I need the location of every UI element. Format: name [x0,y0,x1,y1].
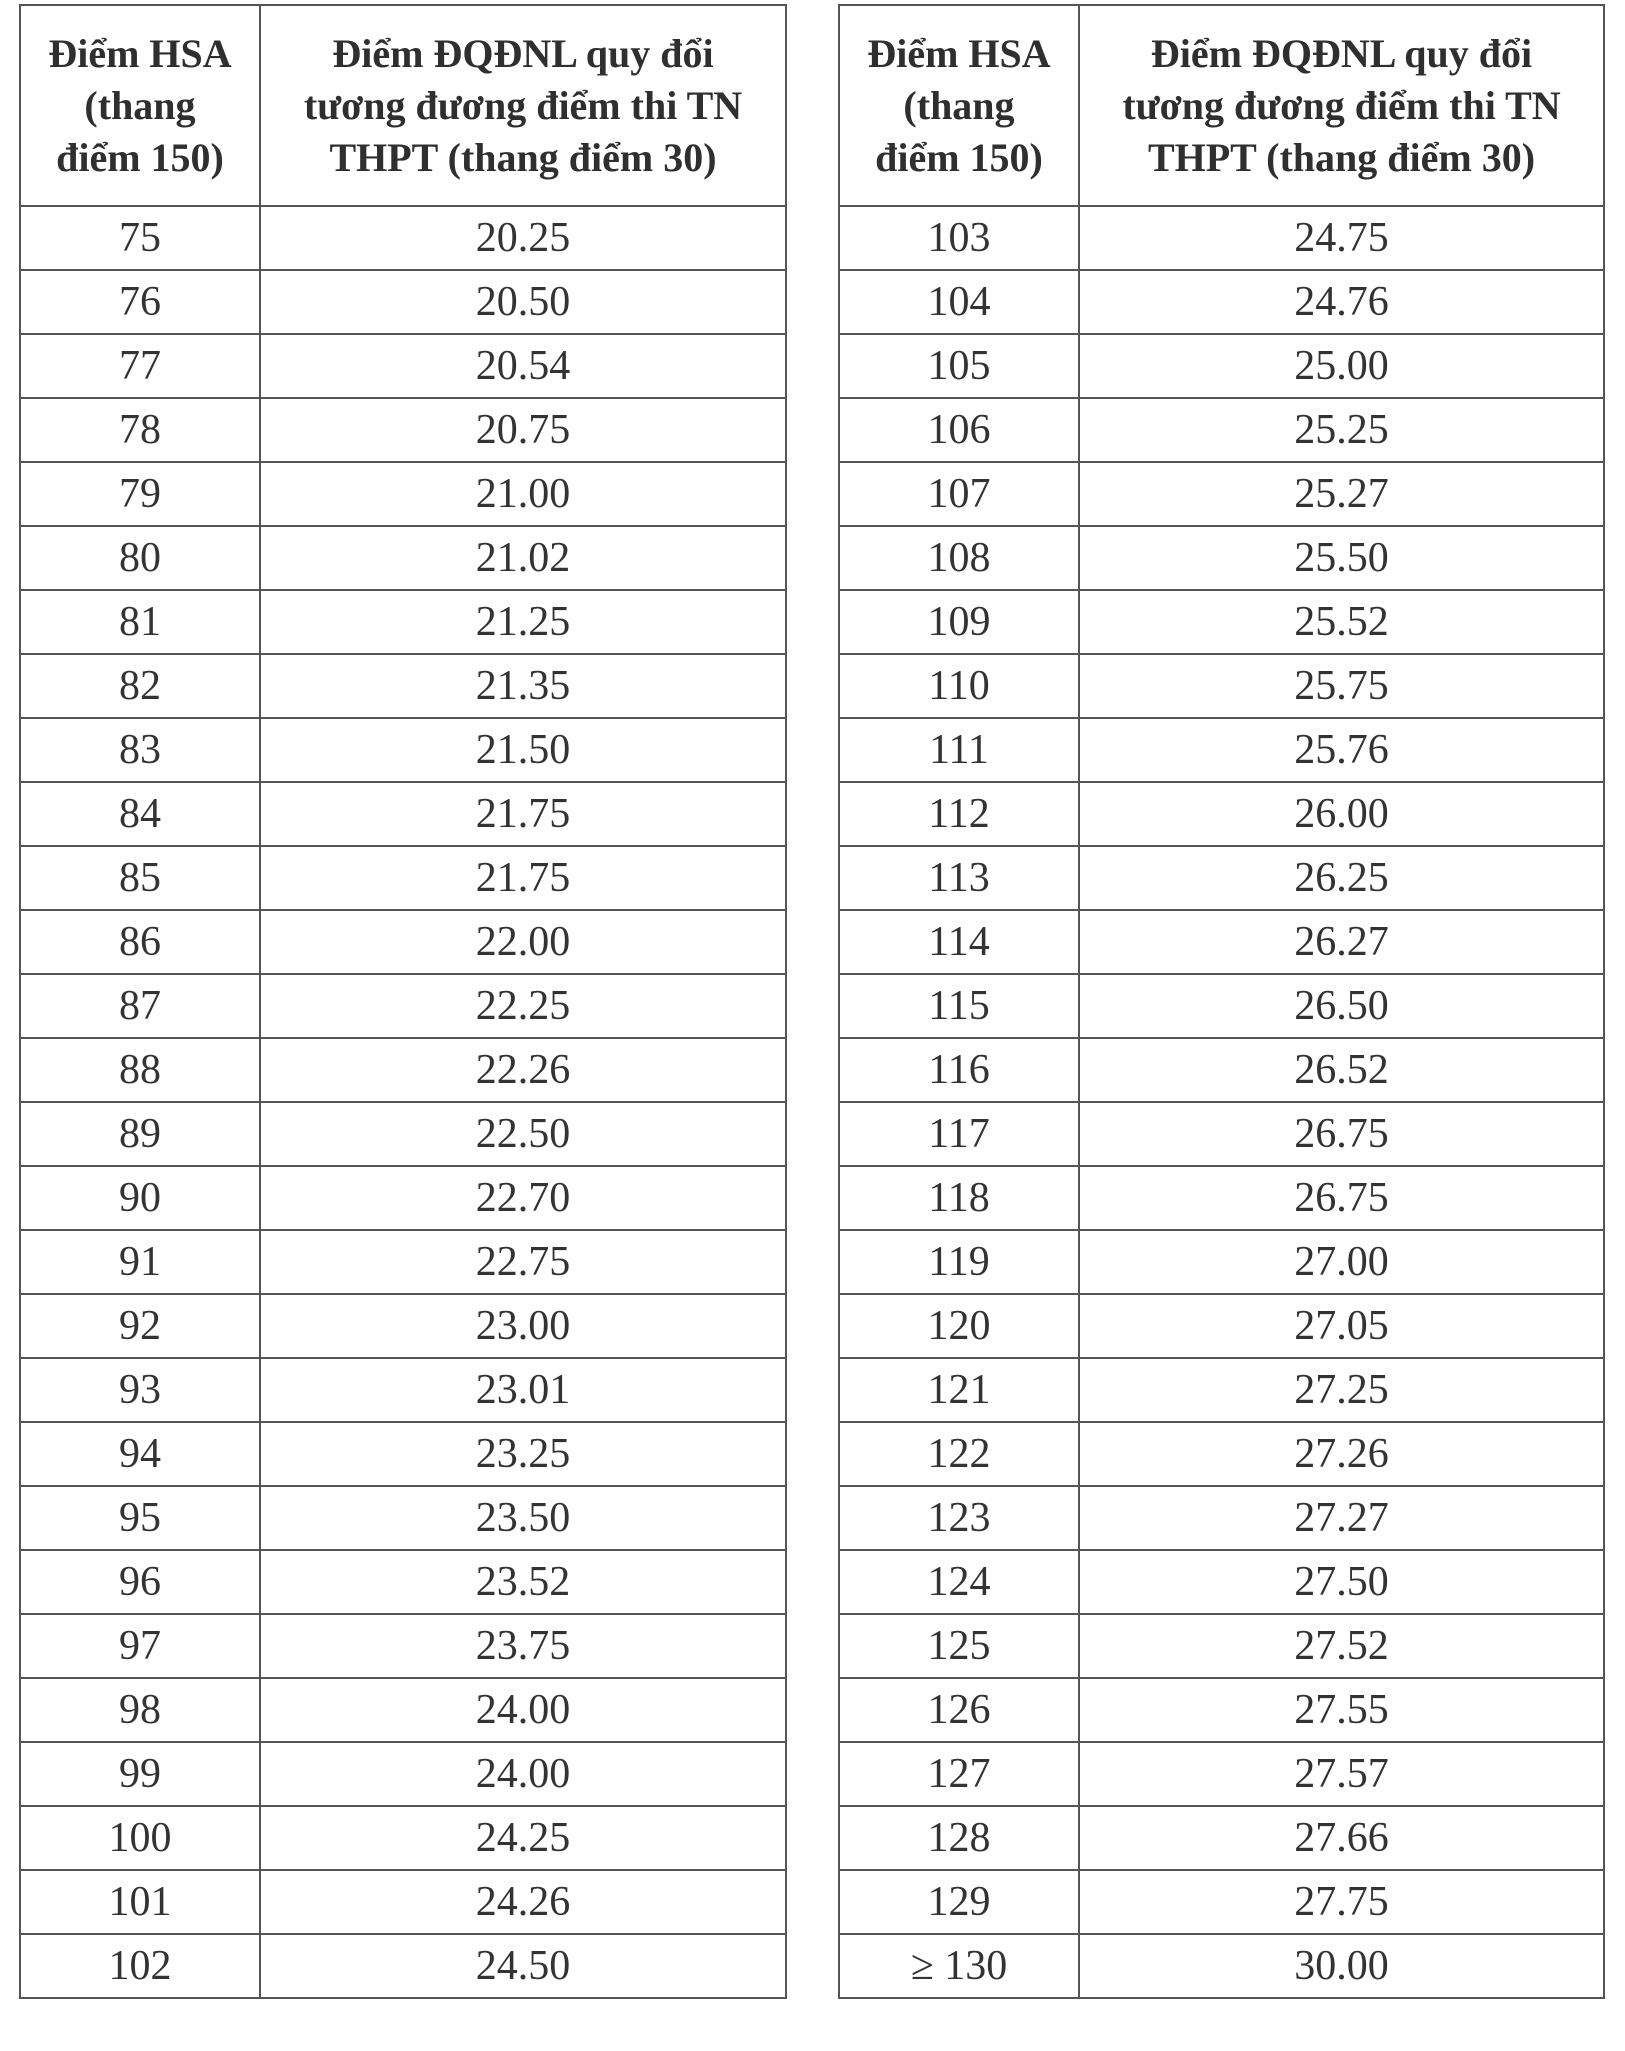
hsa-score-cell: 95 [20,1486,260,1550]
converted-score-cell: 24.00 [260,1678,786,1742]
table-row [839,270,1604,334]
converted-score-cell: 27.27 [1079,1486,1604,1550]
header-hsa-line: Điểm HSA [867,30,1051,76]
converted-score-cell: 27.00 [1079,1230,1604,1294]
hsa-score-cell: 80 [20,526,260,590]
converted-score-cell: 23.52 [260,1550,786,1614]
hsa-score-cell: 128 [839,1806,1079,1870]
converted-score-cell: 24.25 [260,1806,786,1870]
table-row [20,1742,786,1806]
header-hsa-line: (thang [903,82,1015,128]
table-row [839,718,1604,782]
converted-score-cell: 22.26 [260,1038,786,1102]
hsa-score-cell: 126 [839,1678,1079,1742]
table-row [20,1230,786,1294]
converted-score-cell: 21.02 [260,526,786,590]
hsa-score-cell: 86 [20,910,260,974]
converted-score-cell: 26.25 [1079,846,1604,910]
table-row [839,1486,1604,1550]
table-row [20,1422,786,1486]
converted-score-cell: 26.75 [1079,1166,1604,1230]
hsa-score-cell: 75 [20,206,260,270]
hsa-score-cell: 79 [20,462,260,526]
table-row [20,1166,786,1230]
table-header-row [20,5,786,206]
converted-score-cell: 23.01 [260,1358,786,1422]
table-row [20,1358,786,1422]
converted-score-cell: 27.52 [1079,1614,1604,1678]
header-converted-line: Điểm ĐQĐNL quy đổi [1150,30,1533,76]
table-row [20,1294,786,1358]
table-row [839,1550,1604,1614]
hsa-score-cell: 120 [839,1294,1079,1358]
converted-score-cell: 24.50 [260,1934,786,1998]
hsa-score-cell: 93 [20,1358,260,1422]
hsa-score-cell: 113 [839,846,1079,910]
table-body-right [839,206,1604,1998]
hsa-score-cell: 107 [839,462,1079,526]
hsa-score-cell: 101 [20,1870,260,1934]
header-hsa-line: điểm 150) [56,134,224,180]
table-row [839,206,1604,270]
converted-score-cell: 23.50 [260,1486,786,1550]
table-row [839,1934,1604,1998]
converted-score-cell: 22.75 [260,1230,786,1294]
hsa-score-cell: 87 [20,974,260,1038]
hsa-score-cell: 81 [20,590,260,654]
hsa-score-cell: 91 [20,1230,260,1294]
header-hsa-score [20,5,260,206]
hsa-score-cell: 108 [839,526,1079,590]
table-row [20,782,786,846]
converted-score-cell: 23.25 [260,1422,786,1486]
table-row [20,1678,786,1742]
header-converted-line: THPT (thang điểm 30) [329,134,717,180]
table-row [839,1870,1604,1934]
hsa-score-cell: 90 [20,1166,260,1230]
hsa-score-cell: 85 [20,846,260,910]
converted-score-cell: 25.52 [1079,590,1604,654]
converted-score-cell: 22.00 [260,910,786,974]
hsa-score-cell: 115 [839,974,1079,1038]
converted-score-cell: 21.50 [260,718,786,782]
converted-score-cell: 27.75 [1079,1870,1604,1934]
converted-score-cell: 23.75 [260,1614,786,1678]
table-row [20,846,786,910]
conversion-table-right [838,4,1605,1999]
header-converted-line: Điểm ĐQĐNL quy đổi [332,30,714,76]
hsa-score-cell: 119 [839,1230,1079,1294]
hsa-score-cell: 106 [839,398,1079,462]
converted-score-cell: 27.50 [1079,1550,1604,1614]
table-row [839,1806,1604,1870]
hsa-score-cell: 102 [20,1934,260,1998]
hsa-score-cell: 129 [839,1870,1079,1934]
converted-score-cell: 20.50 [260,270,786,334]
table-header-row [839,5,1604,206]
hsa-score-cell: 96 [20,1550,260,1614]
hsa-score-cell: 103 [839,206,1079,270]
hsa-score-cell: 82 [20,654,260,718]
converted-score-cell: 27.57 [1079,1742,1604,1806]
converted-score-cell: 26.50 [1079,974,1604,1038]
converted-score-cell: 20.54 [260,334,786,398]
converted-score-cell: 24.00 [260,1742,786,1806]
table-row [839,334,1604,398]
converted-score-cell: 24.26 [260,1870,786,1934]
hsa-score-cell: 114 [839,910,1079,974]
hsa-score-cell: ≥ 130 [839,1934,1079,1998]
converted-score-cell: 22.25 [260,974,786,1038]
table-row [839,462,1604,526]
table-row [839,910,1604,974]
table-row [839,1102,1604,1166]
table-row [20,1870,786,1934]
table-row [839,654,1604,718]
converted-score-cell: 20.25 [260,206,786,270]
converted-score-cell: 21.35 [260,654,786,718]
header-hsa-line: (thang [84,82,196,128]
hsa-score-cell: 78 [20,398,260,462]
header-converted-score [1079,5,1604,206]
converted-score-cell: 20.75 [260,398,786,462]
converted-score-cell: 26.00 [1079,782,1604,846]
table-body-left [20,206,786,1998]
converted-score-cell: 21.00 [260,462,786,526]
table-row [20,1934,786,1998]
table-row [20,1038,786,1102]
converted-score-cell: 30.00 [1079,1934,1604,1998]
header-hsa-line: điểm 150) [875,134,1043,180]
hsa-score-cell: 121 [839,1358,1079,1422]
hsa-score-cell: 98 [20,1678,260,1742]
converted-score-cell: 21.75 [260,846,786,910]
converted-score-cell: 25.00 [1079,334,1604,398]
table-row [20,1614,786,1678]
table-row [20,462,786,526]
table-row [839,526,1604,590]
hsa-score-cell: 89 [20,1102,260,1166]
hsa-score-cell: 94 [20,1422,260,1486]
hsa-score-cell: 88 [20,1038,260,1102]
converted-score-cell: 27.26 [1079,1422,1604,1486]
table-row [839,1358,1604,1422]
converted-score-cell: 25.76 [1079,718,1604,782]
header-hsa-score [839,5,1079,206]
converted-score-cell: 27.66 [1079,1806,1604,1870]
hsa-score-cell: 110 [839,654,1079,718]
hsa-score-cell: 84 [20,782,260,846]
converted-score-cell: 25.27 [1079,462,1604,526]
converted-score-cell: 27.25 [1079,1358,1604,1422]
header-converted-line: THPT (thang điểm 30) [1147,134,1536,180]
table-row [839,1294,1604,1358]
hsa-score-cell: 118 [839,1166,1079,1230]
table-row [20,910,786,974]
table-row [20,206,786,270]
converted-score-cell: 24.75 [1079,206,1604,270]
table-row [20,270,786,334]
table-row [839,1678,1604,1742]
converted-score-cell: 27.05 [1079,1294,1604,1358]
header-converted-line: tương đương điểm thi TN [303,82,743,128]
hsa-score-cell: 104 [839,270,1079,334]
table-row [20,590,786,654]
converted-score-cell: 23.00 [260,1294,786,1358]
table-row [20,1806,786,1870]
table-row [839,590,1604,654]
converted-score-cell: 26.27 [1079,910,1604,974]
hsa-score-cell: 117 [839,1102,1079,1166]
table-row [839,1742,1604,1806]
table-row [20,974,786,1038]
table-row [839,1038,1604,1102]
hsa-score-cell: 100 [20,1806,260,1870]
converted-score-cell: 25.25 [1079,398,1604,462]
converted-score-cell: 24.76 [1079,270,1604,334]
header-converted-score [260,5,786,206]
table-row [20,398,786,462]
hsa-score-cell: 99 [20,1742,260,1806]
converted-score-cell: 21.75 [260,782,786,846]
table-row [839,1230,1604,1294]
table-row [20,654,786,718]
converted-score-cell: 25.75 [1079,654,1604,718]
table-row [839,1614,1604,1678]
table-row [839,782,1604,846]
converted-score-cell: 22.70 [260,1166,786,1230]
hsa-score-cell: 111 [839,718,1079,782]
hsa-score-cell: 122 [839,1422,1079,1486]
table-row [839,846,1604,910]
hsa-score-cell: 109 [839,590,1079,654]
converted-score-cell: 25.50 [1079,526,1604,590]
table-row [839,1166,1604,1230]
converted-score-cell: 27.55 [1079,1678,1604,1742]
hsa-score-cell: 123 [839,1486,1079,1550]
table-row [839,398,1604,462]
conversion-table-left [19,4,787,1999]
hsa-score-cell: 105 [839,334,1079,398]
table-row [20,1550,786,1614]
hsa-score-cell: 92 [20,1294,260,1358]
table-row [20,1102,786,1166]
table-row [839,1422,1604,1486]
table-row [20,526,786,590]
hsa-score-cell: 77 [20,334,260,398]
hsa-score-cell: 112 [839,782,1079,846]
hsa-score-cell: 76 [20,270,260,334]
header-hsa-line: Điểm HSA [48,30,232,76]
table-row [20,718,786,782]
table-row [839,974,1604,1038]
table-row [20,334,786,398]
hsa-score-cell: 125 [839,1614,1079,1678]
converted-score-cell: 22.50 [260,1102,786,1166]
converted-score-cell: 26.75 [1079,1102,1604,1166]
hsa-score-cell: 127 [839,1742,1079,1806]
hsa-score-cell: 83 [20,718,260,782]
converted-score-cell: 21.25 [260,590,786,654]
header-converted-line: tương đương điểm thi TN [1122,82,1561,128]
hsa-score-cell: 97 [20,1614,260,1678]
converted-score-cell: 26.52 [1079,1038,1604,1102]
hsa-score-cell: 116 [839,1038,1079,1102]
hsa-score-cell: 124 [839,1550,1079,1614]
table-row [20,1486,786,1550]
